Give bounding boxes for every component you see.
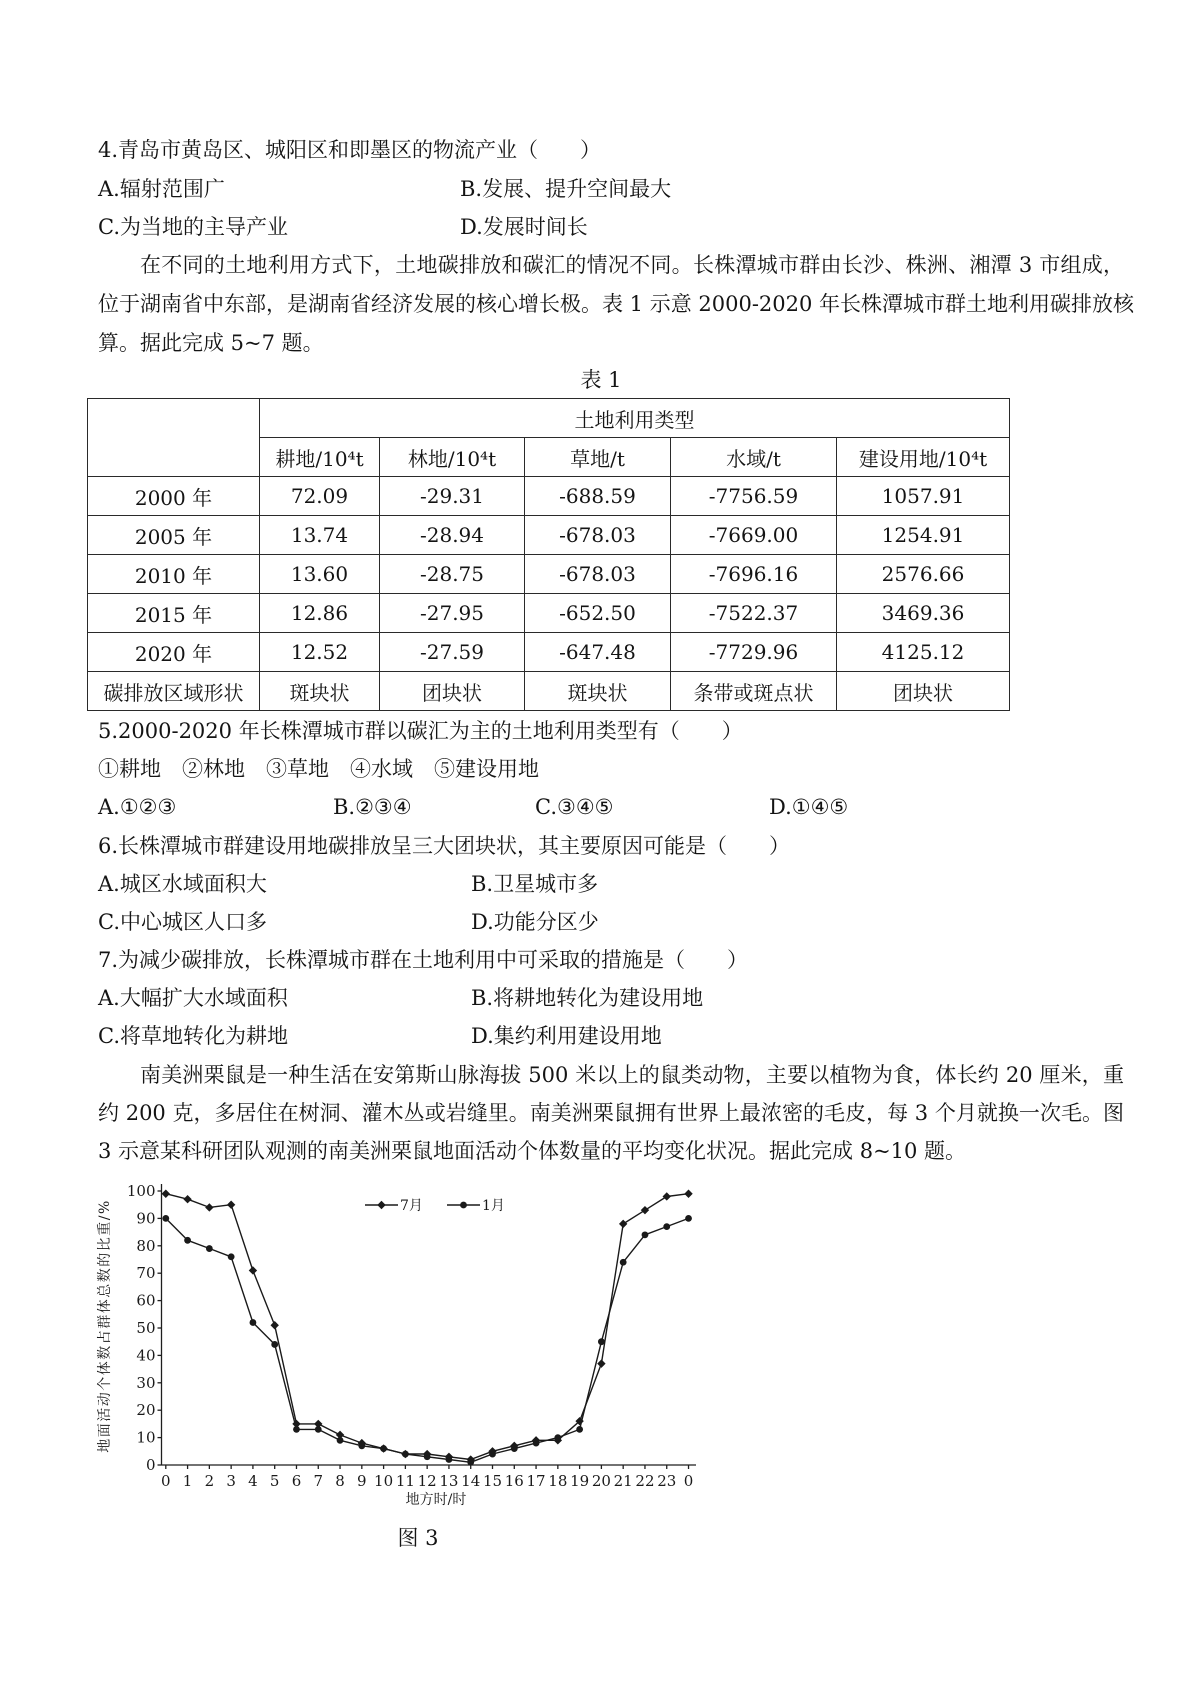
table-row-label: 2005 年 [88,516,260,555]
x-tick-label: 23 [657,1472,677,1490]
passage-2-line: 约 200 克，多居住在树洞、灌木丛或岩缝里。南美洲栗鼠拥有世界上最浓密的毛皮，每 3 个月就换一次毛。图 [98,1101,1124,1125]
table-row [88,633,1010,672]
series-2-point [685,1215,692,1222]
q5-option-c: C.③④⑤ [535,795,614,819]
table-cell: -29.31 [380,477,525,516]
series-2-point [554,1434,561,1441]
table-cell: -7729.96 [671,633,837,672]
table-cell: 13.60 [260,555,380,594]
table-1 [87,398,1010,711]
q5-option-d: D.①④⑤ [769,795,849,819]
table-cell: -688.59 [525,477,671,516]
q5-option-b: B.②③④ [333,795,412,819]
series-1-point [183,1195,191,1203]
question-7-stem: 7.为减少碳排放，长株潭城市群在土地利用中可采取的措施是（ ） [98,948,749,972]
x-tick-label: 8 [335,1472,345,1490]
series-2-point [293,1426,300,1433]
x-tick-label: 2 [204,1472,215,1490]
x-tick-label: 13 [439,1472,459,1490]
x-tick-label: 15 [482,1472,503,1490]
series-2-point [358,1442,365,1449]
series-2-point [489,1451,496,1458]
y-tick-label: 0 [145,1456,156,1474]
y-tick-label: 90 [136,1209,156,1228]
q7-option-d: D.集约利用建设用地 [471,1024,662,1048]
table-row-label: 2010 年 [88,555,260,594]
y-tick-label: 20 [136,1401,156,1420]
q7-option-b: B.将耕地转化为建设用地 [471,986,704,1010]
table-cell: -7756.59 [671,477,837,516]
series-2-point [576,1426,583,1433]
table-row [88,516,1010,555]
x-tick-label: 19 [570,1472,590,1490]
q7-option-a: A.大幅扩大水域面积 [98,986,288,1010]
q4-option-b: B.发展、提升空间最大 [460,177,672,201]
series-2-point [467,1459,474,1466]
series-1-point [205,1203,213,1211]
table-cell: -647.48 [525,633,671,672]
x-tick-label: 11 [395,1472,415,1490]
y-tick-label: 50 [136,1319,156,1337]
table-cell: 条带或斑点状 [671,672,837,711]
series-1-point [684,1190,692,1198]
series-2-point [162,1215,169,1222]
column-header-forest: 林地/10⁴t [380,438,525,477]
table-cell: -678.03 [525,516,671,555]
table-cell: -678.03 [525,555,671,594]
table-cell: 13.74 [260,516,380,555]
series-1-point [663,1192,671,1200]
table-cell: -27.59 [380,633,525,672]
table-row [88,477,1010,516]
x-tick-label: 20 [591,1472,611,1490]
x-tick-label: 1 [182,1472,193,1490]
series-2-line [166,1218,689,1462]
question-6-stem: 6.长株潭城市群建设用地碳排放呈三大团块状，其主要原因可能是（ ） [98,834,791,858]
table-row [88,555,1010,594]
table-caption: 表 1 [580,368,622,392]
x-tick-label: 7 [313,1472,324,1490]
table-cell: -7522.37 [671,594,837,633]
table-cell: 1057.91 [837,477,1010,516]
x-tick-label: 0 [683,1472,694,1490]
legend-label-2: 1月 [482,1198,505,1214]
series-2-point [250,1319,257,1326]
series-2-point [424,1453,431,1460]
table-cell: -652.50 [525,594,671,633]
y-tick-label: 60 [136,1291,156,1310]
series-1-point [249,1266,257,1274]
legend-label-1: 7月 [400,1198,423,1214]
q4-option-a: A.辐射范围广 [98,177,225,201]
series-2-point [184,1237,191,1244]
table-row [88,672,1010,711]
q4-option-d: D.发展时间长 [460,215,588,239]
series-1-line [166,1194,689,1460]
q6-option-c: C.中心城区人口多 [98,910,267,934]
y-tick-label: 30 [136,1373,156,1392]
x-tick-label: 21 [613,1472,633,1490]
x-axis-label: 地方时/时 [405,1492,467,1508]
x-tick-label: 18 [548,1472,568,1490]
legend-marker-1 [377,1201,385,1209]
series-2-point [663,1223,670,1230]
y-tick-label: 100 [126,1182,156,1200]
table-cell: 4125.12 [837,633,1010,672]
table-cell: 2576.66 [837,555,1010,594]
table-cell: -28.75 [380,555,525,594]
series-2-point [380,1445,387,1452]
series-2-point [402,1451,409,1458]
table-cell: 1254.91 [837,516,1010,555]
table-cell: -27.95 [380,594,525,633]
y-tick-label: 10 [136,1428,156,1447]
figure-caption: 图 3 [397,1526,439,1550]
column-header-construction-land: 建设用地/10⁴t [837,438,1010,477]
x-tick-label: 16 [504,1472,524,1490]
table-row-label: 2015 年 [88,594,260,633]
table-cell: 12.86 [260,594,380,633]
table-cell: 3469.36 [837,594,1010,633]
x-tick-label: 12 [417,1472,437,1490]
series-1-point [619,1220,627,1228]
column-header-water: 水域/t [671,438,837,477]
series-2-point [511,1445,518,1452]
passage-2-line: 3 示意某科研团队观测的南美洲栗鼠地面活动个体数量的平均变化状况。据此完成 8~10 题。 [98,1139,967,1163]
passage-1-line: 算。据此完成 5~7 题。 [98,331,324,355]
q4-option-c: C.为当地的主导产业 [98,215,288,239]
q5-items: ①耕地 ②林地 ③草地 ④水域 ⑤建设用地 [98,757,539,781]
table-corner-cell [88,399,260,477]
series-2-point [446,1456,453,1463]
question-4-stem: 4.青岛市黄岛区、城阳区和即墨区的物流产业（ ） [98,138,602,162]
y-tick-label: 40 [136,1346,156,1365]
series-2-point [228,1253,235,1260]
x-tick-label: 5 [269,1472,280,1490]
y-axis-label: 地面活动个体数占群体总数的比重/% [97,1199,113,1453]
table-row-label: 2020 年 [88,633,260,672]
series-1-point [227,1201,235,1209]
series-1-point [597,1359,605,1367]
x-tick-label: 10 [374,1472,394,1490]
y-tick-label: 70 [136,1264,156,1283]
table-cell: 斑块状 [525,672,671,711]
series-2-point [337,1437,344,1444]
x-tick-label: 22 [635,1472,655,1490]
question-5-stem: 5.2000-2020 年长株潭城市群以碳汇为主的土地利用类型有（ ） [98,719,743,743]
passage-2-line: 南美洲栗鼠是一种生活在安第斯山脉海拔 500 米以上的鼠类动物，主要以植物为食，体长约 20 厘米，重 [140,1063,1124,1087]
table-cell: 团块状 [837,672,1010,711]
series-2-point [315,1426,322,1433]
table-cell: -7669.00 [671,516,837,555]
table-cell: -28.94 [380,516,525,555]
table-cell: 斑块状 [260,672,380,711]
q5-option-a: A.①②③ [98,795,177,819]
series-2-point [642,1231,649,1238]
series-2-point [271,1341,278,1348]
series-1-point [162,1190,170,1198]
column-header-cropland: 耕地/10⁴t [260,438,380,477]
y-tick-label: 80 [136,1236,156,1255]
q6-option-d: D.功能分区少 [471,910,599,934]
table-row [88,594,1010,633]
x-tick-label: 14 [461,1472,481,1490]
series-2-point [598,1338,605,1345]
table-cell: 12.52 [260,633,380,672]
x-tick-label: 9 [357,1472,367,1490]
table-row-label: 2000 年 [88,477,260,516]
x-tick-label: 17 [526,1472,546,1490]
table-header-row [88,399,1010,438]
q6-option-a: A.城区水域面积大 [98,872,267,896]
series-1-point [271,1321,279,1329]
series-1-point [641,1206,649,1214]
passage-1-line: 位于湖南省中东部，是湖南省经济发展的核心增长极。表 1 示意 2000-2020 年长株潭城市群土地利用碳排放核 [98,292,1135,316]
x-tick-label: 0 [161,1472,171,1490]
legend-marker-2 [460,1202,467,1209]
x-tick-label: 6 [291,1472,302,1490]
table-cell: -7696.16 [671,555,837,594]
passage-1-line: 在不同的土地利用方式下，土地碳排放和碳汇的情况不同。长株潭城市群由长沙、株洲、湘潭 3 市组成， [140,253,1124,277]
series-2-point [620,1259,627,1266]
q7-option-c: C.将草地转化为耕地 [98,1024,288,1048]
table-cell: 团块状 [380,672,525,711]
series-2-point [533,1440,540,1447]
table-row-label: 碳排放区域形状 [88,672,260,711]
table-cell: 72.09 [260,477,380,516]
column-header-grassland: 草地/t [525,438,671,477]
table-group-header: 土地利用类型 [260,399,1010,438]
activity-line-chart [90,1170,730,1515]
q6-option-b: B.卫星城市多 [471,872,599,896]
series-2-point [206,1245,213,1252]
x-tick-label: 4 [248,1472,258,1490]
x-tick-label: 3 [226,1472,236,1490]
